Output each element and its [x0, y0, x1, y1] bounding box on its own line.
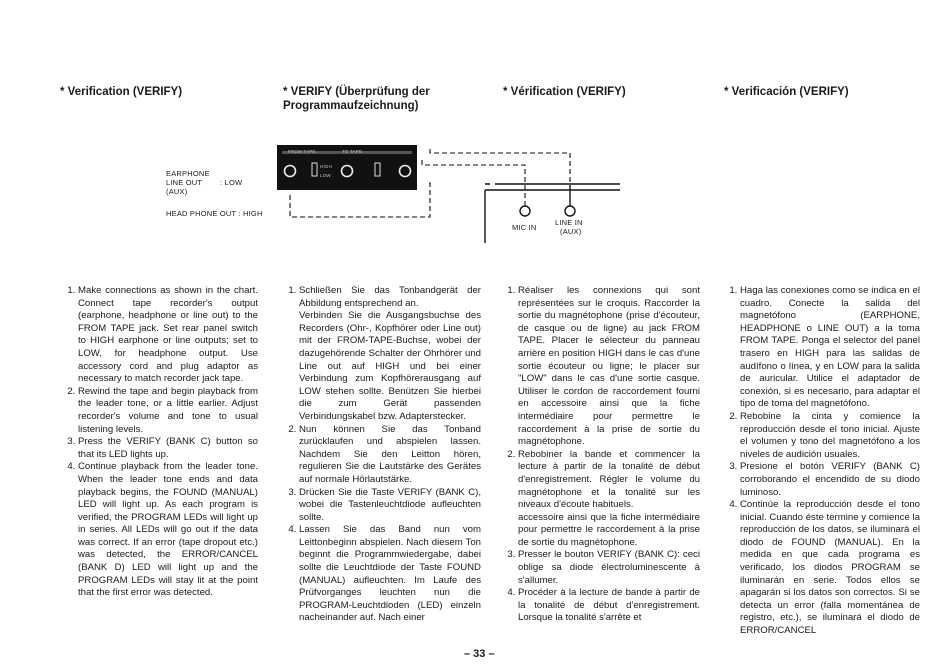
- heading-english: * Verification (VERIFY): [60, 86, 183, 98]
- page-number: – 33 –: [464, 648, 495, 660]
- connection-diagram: [160, 135, 620, 245]
- aux-label: (AUX): [166, 187, 188, 196]
- paragraph: accessoire ainsi que la fiche intermédiaire pour permettre le raccordement à la prise de sortie du magnétophone.: [518, 511, 700, 548]
- earphone-label: EARPHONE: [166, 169, 210, 178]
- heading-german: * VERIFY (Überprüfung der Programmaufzeichnung): [283, 86, 430, 112]
- line-out-label: LINE OUT: [166, 178, 203, 187]
- german-steps: [283, 285, 481, 625]
- list-item: [299, 285, 481, 424]
- diagram-lines: [160, 135, 620, 245]
- heading-spanish: * Verificación (VERIFY): [724, 86, 849, 98]
- list-item: [518, 549, 700, 587]
- paragraph: 3. Drücken Sie die Taste VERIFY (BANK C), wobei die Tastenleuchtdiode aufleuchten sollte.: [299, 486, 481, 523]
- german-column: [283, 285, 481, 625]
- paragraph: 2. Rebobiner la bande et commencer la lecture à partir de la tonalité de début d'enregistrement. Régler le volume du magnétophone et la tonalité sur les niveaux d'écoute habituels.: [518, 448, 700, 511]
- list-item: 2. Rebobine la cinta y comience la reproducción desde el tono inicial. Ajuste el volumen y tono del magnetófono a los niveles de audición usuales.: [740, 411, 920, 461]
- english-steps: [62, 285, 258, 600]
- mic-in-label: MIC IN: [512, 223, 537, 232]
- low-label: : LOW: [220, 178, 243, 187]
- list-item: 1. Haga las conexiones como se indica en el cuadro. Conecte la salida del magnetófono (EARPHONE, HEADPHONE o LINE OUT) a la toma FROM TAPE. Ponga el selector del panel trasero en HIGH para las salidas de audífono o línea, y en LOW para la salida de auricular. Utilice el adaptador de conexión, si es necesario, para adaptar el tipo de toma del magnetófono.: [740, 285, 920, 411]
- list-item: 2. Rewind the tape and begin playback from the leader tone, or a little earlier. Adjust recorder's volume and tone to usual listening levels.: [78, 386, 258, 436]
- paragraph: 1. Réaliser les connexions qui sont représentées sur le croquis. Raccorder la sortie du magnétophone (prise d'écouteur, de casque ou de ligne) au jack FROM TAPE. Placer le sélecteur du panneau arrière en position HIGH dans le cas d'une sortie écouteur ou ligne; le placer sur "LOW" dans le cas d'une sortie casque. Utiliser le cordon de raccordement fourni en accessoire ainsi que la fiche intermédiaire pour permettre le raccordement à la prise de sortie du magnétophone.: [518, 285, 700, 448]
- tape-recorder-body: [485, 184, 620, 243]
- list-item: 4. Continúe la reproducción desde el tono inicial. Cuando éste termine y comience la reproducción de los datos, se iluminará el diodo de FOUND (MANUAL). En la medida en que cada programa es verificado, los diodos PROGRAM se iluminarán en serie. Todos ellos se apagarán si los datos son correctos. Si se detecta un error (falla momentánea de registro, etc.), se iluminará el diodo de ERROR/CANCEL: [740, 499, 920, 638]
- panel-to-tape-label: TO TAPE: [342, 149, 363, 154]
- line-in-label: LINE IN: [555, 218, 583, 227]
- list-item: 1. Make connections as shown in the chart. Connect tape recorder's output (earphone, headphone or line out) to the FROM TAPE jack. Set rear panel switch to HIGH earphone or line outputs; set to LOW, for headphone output. Use accessory cord and plug adaptor as necessary to match recorder jack tape.: [78, 285, 258, 386]
- paragraph: 1. Schließen Sie das Tonbandgerät der Abbildung entsprechend an.: [299, 285, 481, 309]
- list-item: [299, 424, 481, 487]
- heading-french: * Vérification (VERIFY): [503, 86, 626, 98]
- paragraph: Verbinden Sie die Ausgangsbuchse des Recorders (Ohr-, Kopfhörer oder Line out) mit der FROM-TAPE-Buchse, wobei der dazugehörende Schalter der Ohrhörer und Line out auf HIGH und bei einer Verbindung zum Kopfhörerausgang auf LOW stehen sollte. Benützen Sie hierbei die zum Gerät passenden Verbindungskabel bzw. Adapterstecker.: [299, 310, 481, 422]
- list-item: [299, 524, 481, 625]
- french-steps: [502, 285, 700, 625]
- list-item: [299, 487, 481, 525]
- paragraph: 3. Presser le bouton VERIFY (BANK C): ceci oblige sa diode électroluminescente à s'allumer.: [518, 549, 700, 586]
- list-item: [518, 285, 700, 449]
- list-item: [518, 449, 700, 550]
- list-item: 3. Press the VERIFY (BANK C) button so that its LED lights up.: [78, 436, 258, 461]
- line-in-jack: [565, 206, 575, 216]
- panel-low-label: LOW: [320, 173, 331, 178]
- list-item: [518, 587, 700, 625]
- english-column: [62, 285, 258, 600]
- panel-high-label: HIGH: [320, 164, 333, 169]
- line-in-aux-label: (AUX): [560, 227, 582, 236]
- panel-from-tape-label: FROM TAPE: [288, 149, 316, 154]
- spanish-column: [724, 285, 920, 638]
- paragraph: 4. Lassen Sie das Band nun vom Leittonbeginn abspielen. Nach diesem Ton beginnt die Programmwiedergabe, dabei sollte die Leuchtdiode der Taste FOUND (MANUAL) aufleuchten. Im Laufe des Prüfvorganges leuchten nun die PROGRAM-Leuchtdioden (LED) einzeln nacheinander auf. Nach einer: [299, 524, 481, 624]
- paragraph: 4. Procéder à la lecture de bande à partir de la tonalité de début d'enregistrement. Lorsque la tonalité s'arrête et: [518, 587, 700, 624]
- french-column: [502, 285, 700, 625]
- spanish-steps: [724, 285, 920, 638]
- paragraph: 2. Nun können Sie das Tonband zurücklaufen und abspielen lassen. Nachdem Sie den Leitton hören, regulieren Sie die Lautstärke des Gerätes auf normale Hörlautstärke.: [299, 423, 481, 485]
- list-item: 4. Continue playback from the leader tone. When the leader tone ends and data playback begins, the FOUND (MANUAL) LED will light up. As each program is verified, the PROGRAM LEDs will light up in series. All LEDs will go out if the data was correct. If an error (tape dropout etc.) was detected, the ERROR/CANCEL (BANK D) LED will light up and the PROGRAM LEDs will stay lit at the point that the first error was detected.: [78, 461, 258, 600]
- headphone-out-label: HEAD PHONE OUT : HIGH: [166, 209, 263, 218]
- list-item: 3. Presione el botón VERIFY (BANK C) corroborando el encendido de su diodo luminoso.: [740, 461, 920, 499]
- mic-in-jack: [520, 206, 530, 216]
